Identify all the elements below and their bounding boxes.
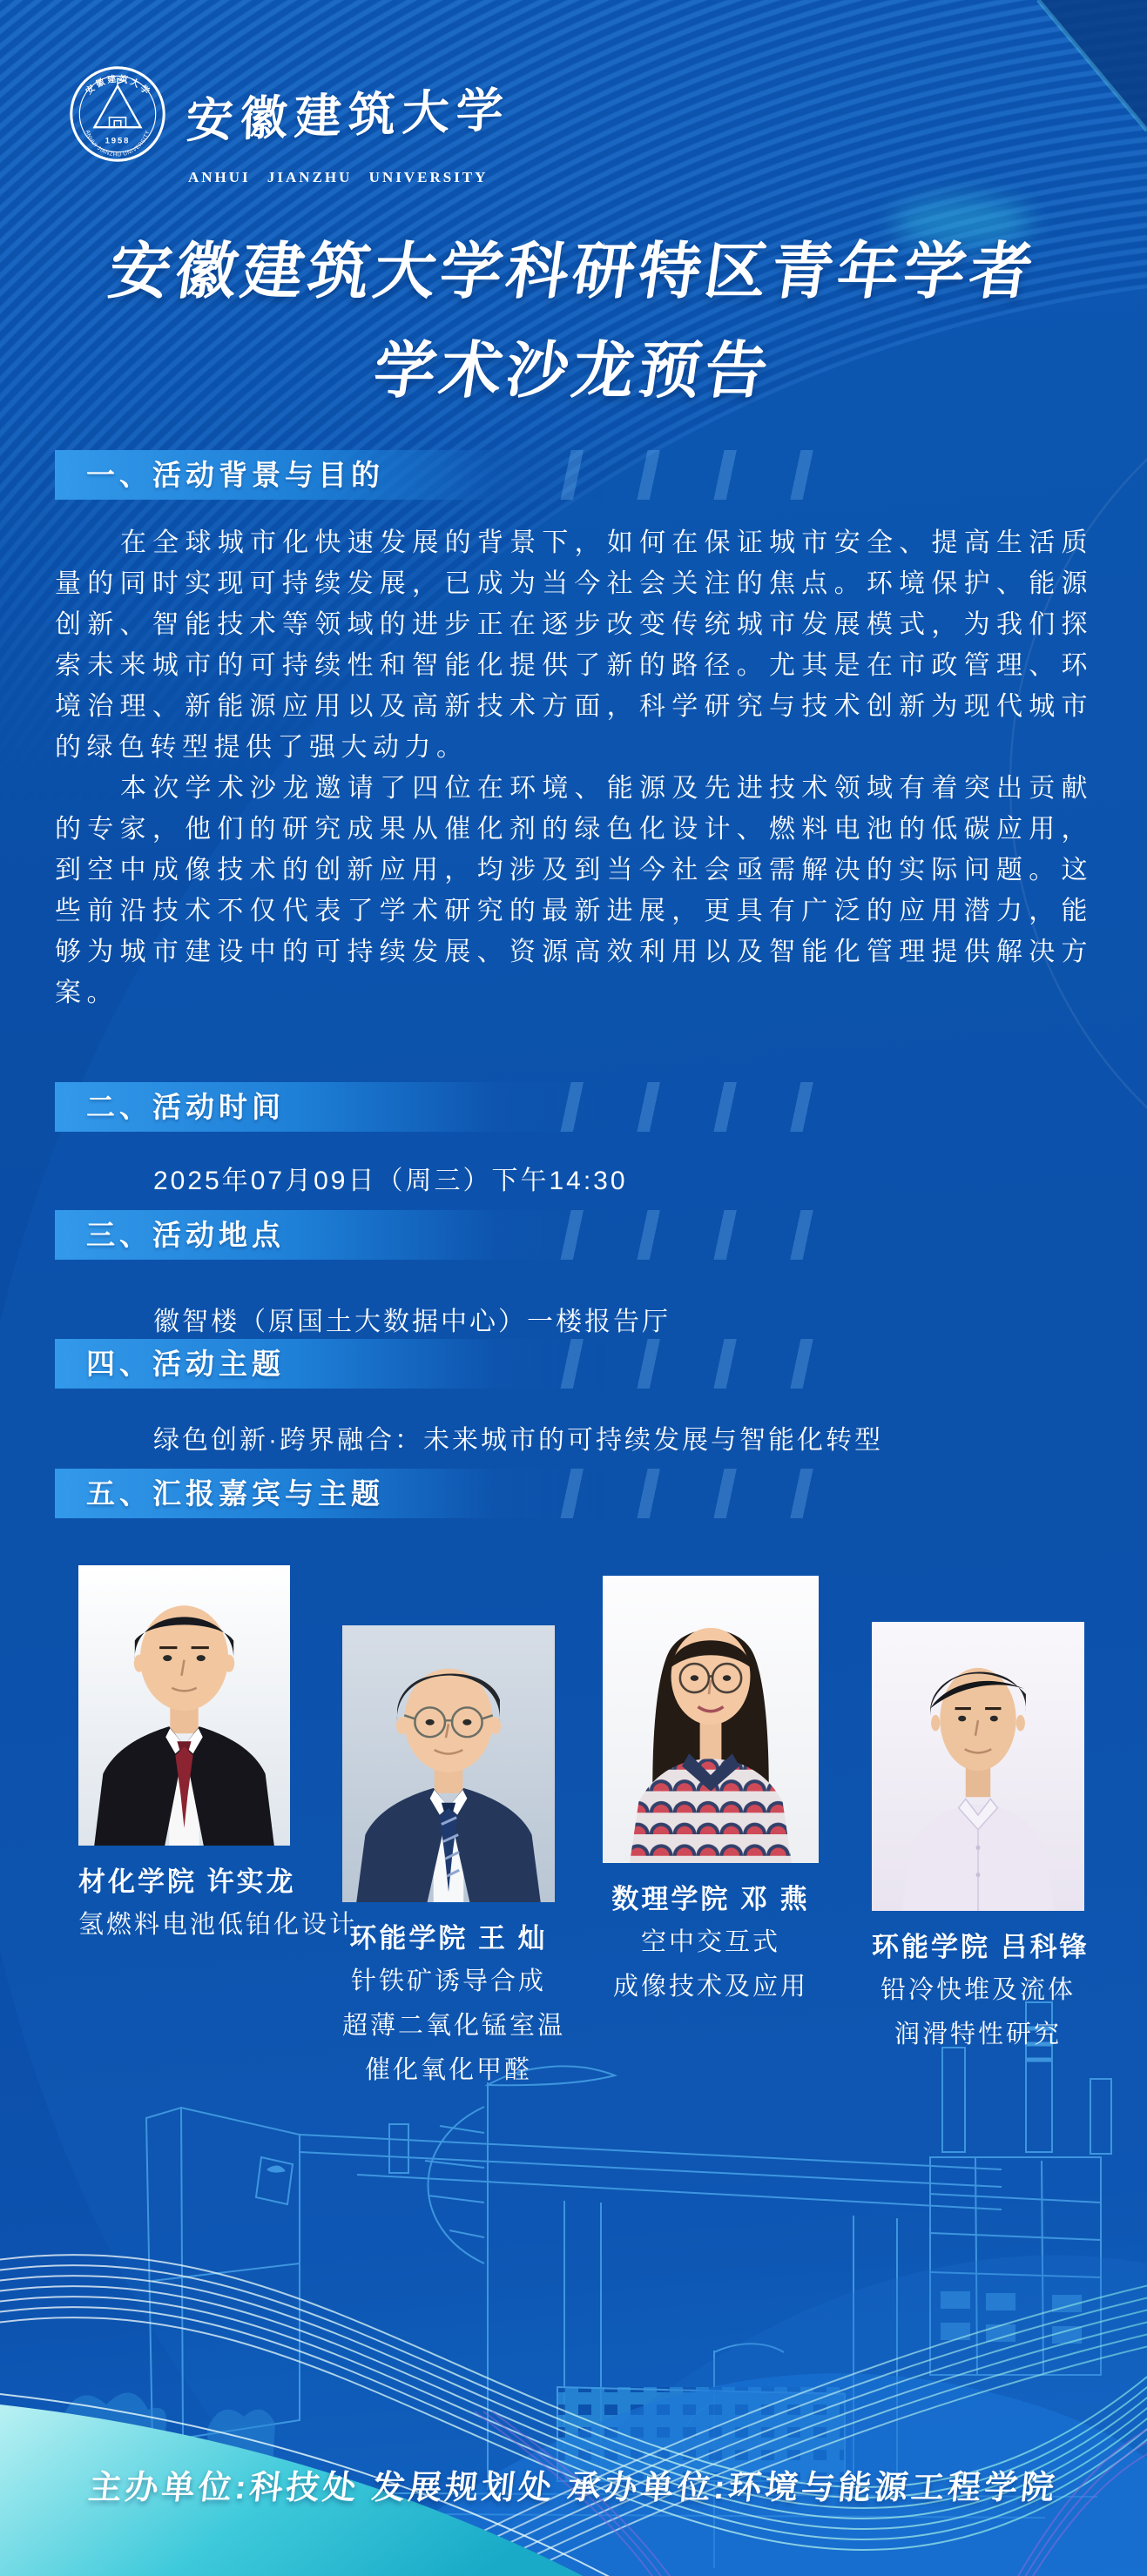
- speaker-photo: [342, 1625, 555, 1902]
- section-bar-theme: [55, 1339, 701, 1389]
- speaker-topic-line: 氢燃料电池低铂化设计: [78, 1911, 358, 1939]
- speaker-topic-line: 催化氧化甲醛: [364, 2056, 532, 2084]
- organizers-footer: 主办单位:科技处 发展规划处 承办单位:环境与能源工程学院: [86, 2470, 1060, 2506]
- seal-arc-en: ANHUI JIANZHU UNIVERSITY: [84, 129, 152, 158]
- speaker-topic-line: 铅冷快堆及流体: [880, 1976, 1076, 2004]
- speaker-topic-line: 针铁矿诱导合成: [350, 1967, 546, 1995]
- speaker-photo: [872, 1622, 1084, 1911]
- background-purpose-text: [55, 522, 1093, 1013]
- speaker-card-lvkefeng: [872, 1622, 1090, 2053]
- section-2-heading: 二、活动时间: [86, 1091, 285, 1123]
- speaker-card-dengyan: [603, 1576, 819, 2005]
- speaker-photo: [78, 1565, 290, 1846]
- speaker-topic-line: 润滑特性研究: [894, 2021, 1062, 2048]
- section-bar-time: [55, 1082, 701, 1132]
- university-name-en: ANHUI JIANZHU UNIVERSITY: [188, 169, 489, 185]
- event-place: 徽智楼（原国土大数据中心）一楼报告厅: [153, 1308, 671, 1336]
- seal-year: 1958: [105, 136, 131, 146]
- speaker-card-xushilong: [78, 1565, 358, 1943]
- seal-arc-cn: 安 徽 建 筑 大 学: [84, 74, 152, 97]
- section-bar-background: [55, 450, 701, 500]
- section-bar-speakers: [55, 1469, 701, 1518]
- poster-title-line1: 安徽建筑大学科研特区青年学者: [105, 238, 1042, 306]
- paragraph-1: 在全球城市化快速发展的背景下，如何在保证城市安全、提高生活质量的同时实现可持续发展，已成为当今社会关注的焦点。环境保护、能源创新、智能技术等领域的进步正在逐步改变传统城市发展模式，为我们探索未来城市的可持续性和智能化提供了新的路径。尤其是在市政管理、环境治理、新能源应用以及高新技术方面，科学研究与技术创新为现代城市的绿色转型提供了强大动力。: [55, 528, 1093, 762]
- speaker-name-line: 环能学院 吕科锋: [872, 1932, 1090, 1962]
- university-seal-icon: [68, 64, 167, 164]
- event-theme: 绿色创新·跨界融合：未来城市的可持续发展与智能化转型: [153, 1426, 883, 1455]
- speaker-card-wangcan: [342, 1625, 566, 2088]
- speaker-topic-line: 超薄二氧化锰室温: [342, 2012, 566, 2040]
- section-4-heading: 四、活动主题: [86, 1348, 285, 1380]
- speaker-name-line: 数理学院 邓 燕: [611, 1884, 810, 1914]
- event-time: 2025年07月09日（周三）下午14:30: [153, 1167, 628, 1195]
- university-name-cn: 安徽建筑大学: [185, 84, 511, 148]
- section-bar-place: [55, 1210, 701, 1260]
- poster-title-line2: 学术沙龙预告: [369, 337, 777, 406]
- speaker-topic-line: 成像技术及应用: [612, 1973, 808, 2001]
- speaker-name-line: 材化学院 许实龙: [78, 1866, 296, 1897]
- speaker-topic-line: 空中交互式: [640, 1928, 780, 1956]
- speaker-photo: [603, 1576, 819, 1863]
- section-3-heading: 三、活动地点: [86, 1219, 285, 1251]
- speaker-name-line: 环能学院 王 灿: [349, 1923, 548, 1954]
- paragraph-2: 本次学术沙龙邀请了四位在环境、能源及先进技术领域有着突出贡献的专家，他们的研究成果从催化剂的绿色化设计、燃料电池的低碳应用，到空中成像技术的创新应用，均涉及到当今社会亟需解决的实际问题。这些前沿技术不仅代表了学术研究的最新进展，更具有广泛的应用潜力，能够为城市建设中的可持续发展、资源高效利用以及智能化管理提供解决方案。: [55, 774, 1093, 1007]
- section-1-heading: 一、活动背景与目的: [86, 459, 384, 491]
- section-5-heading: 五、汇报嘉宾与主题: [86, 1477, 384, 1510]
